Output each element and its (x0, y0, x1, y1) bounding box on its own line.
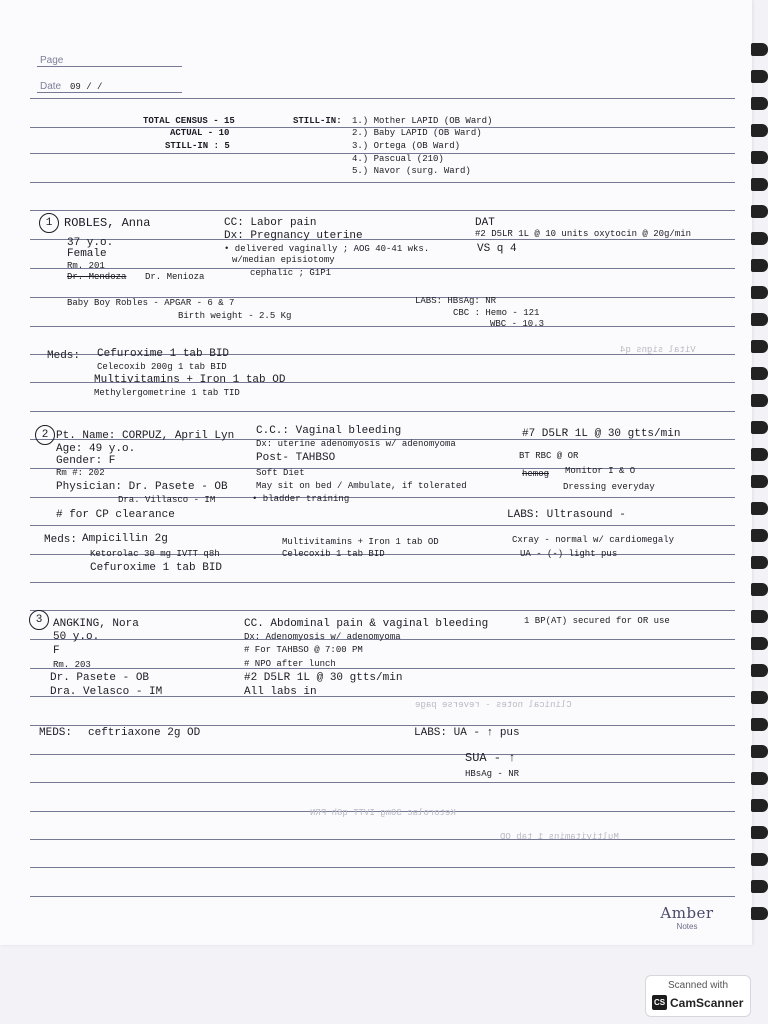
patient-number: 2 (35, 425, 55, 445)
doctor-struck: Dr. Mendoza (67, 272, 127, 282)
diagnosis: Dx: uterine adenomyosis w/ adenomyoma (256, 439, 456, 449)
date-value: 09 / / (70, 82, 103, 92)
patient-number: 3 (29, 610, 49, 630)
ruled-line (30, 182, 735, 183)
watermark-caption: Scanned with (667, 980, 729, 991)
ruled-line (30, 839, 735, 840)
med-item: Ampicillin 2g (82, 533, 168, 545)
binding-ring (751, 907, 768, 920)
ruled-line (30, 268, 735, 269)
ruled-line (30, 896, 735, 897)
meds-label: MEDS: (39, 727, 73, 739)
diagnosis: Dx: Pregnancy uterine (224, 230, 363, 242)
camscanner-logo-icon: CS (652, 995, 667, 1010)
clearance-note: # for CP clearance (56, 509, 175, 521)
binding-ring (751, 637, 768, 650)
bp-note: 1 BP(AT) secured for OR use (524, 616, 670, 626)
ruled-line (30, 867, 735, 868)
diagnosis: Dx: Adenomyosis w/ adenomyoma (244, 632, 401, 642)
physician-2: Dra. Villasco - IM (118, 495, 216, 505)
med-item: Cefuroxime 1 tab BID (97, 348, 230, 360)
med-item: Multivitamins + Iron 1 tab OD (94, 374, 286, 386)
watermark-brand: CamScanner (670, 996, 744, 1010)
binding-ring (751, 259, 768, 272)
total-census: TOTAL CENSUS - 15 (143, 116, 235, 126)
labs-cbc: CBC : Hemo - 121 (453, 308, 540, 318)
cxray-result: Cxray - normal w/ cardiomegaly (512, 535, 675, 545)
chief-complaint: CC: Labor pain (224, 217, 317, 229)
brand-logo (656, 904, 718, 931)
binding-ring (751, 286, 768, 299)
binding-ring (751, 367, 768, 380)
binding-ring (751, 853, 768, 866)
date-label: Date (40, 81, 62, 92)
binding-ring (751, 97, 768, 110)
still-in-item: 5.) Navor (surg. Ward) (352, 166, 471, 176)
ruled-line (30, 668, 735, 669)
brand-subtitle: Notes (676, 922, 698, 931)
labs-ua: LABS: UA - ↑ pus (414, 727, 520, 739)
birth-weight: Birth weight - 2.5 Kg (178, 311, 292, 321)
show-through-text: Vital signs q4 (620, 345, 696, 355)
ruled-line (30, 239, 735, 240)
ruled-line (30, 98, 735, 99)
camscanner-watermark (645, 975, 751, 1017)
ruled-line (30, 610, 735, 611)
vital-signs-order: VS q 4 (477, 243, 517, 255)
dressing: Dressing everyday (563, 482, 655, 492)
binding-ring (751, 772, 768, 785)
diet: Soft Diet (256, 468, 305, 478)
med-item: Ketorolac 30 mg IVTT q8h (90, 549, 220, 559)
binding-ring (751, 313, 768, 326)
labs-in-note: All labs in (244, 686, 317, 698)
labs-hbsag: LABS: HBsAg: NR (415, 296, 497, 306)
binding-ring (751, 232, 768, 245)
ruled-line (30, 754, 735, 755)
surgery-schedule: # For TAHBSO @ 7:00 PM (244, 645, 363, 655)
patient-room: Rm. 201 (67, 261, 105, 271)
iv-order: #2 D5LR 1L @ 30 gtts/min (244, 672, 403, 684)
patient-gender: Gender: F (56, 455, 116, 467)
still-in-item: 2.) Baby LAPID (OB Ward) (352, 128, 482, 138)
iv-order: #7 D5LR 1L @ 30 gtts/min (522, 428, 681, 440)
binding-ring (751, 664, 768, 677)
binding-ring (751, 880, 768, 893)
patient-name: ANGKING, Nora (53, 618, 139, 630)
meds-label: Meds: (47, 350, 81, 362)
binding-ring (751, 340, 768, 353)
patient-number: 1 (39, 213, 59, 233)
monitor-io: Monitor I & O (565, 466, 636, 476)
still-in-label: STILL-IN: (293, 116, 342, 126)
binding-ring (751, 205, 768, 218)
binding-ring (751, 799, 768, 812)
binding-ring (751, 421, 768, 434)
binding-ring (751, 610, 768, 623)
delivery-note: • delivered vaginally ; AOG 40-41 wks. (224, 244, 430, 254)
meds-label: Meds: (44, 534, 78, 546)
presentation-note: cephalic ; G1P1 (250, 268, 332, 278)
show-through-text: Ketorolac 30mg IVTT q8h PRN (310, 808, 456, 818)
binding-ring (751, 718, 768, 731)
ruled-line (30, 411, 735, 412)
iv-order: #2 D5LR 1L @ 10 units oxytocin @ 20g/min (475, 229, 692, 239)
med-item: ceftriaxone 2g OD (88, 727, 201, 739)
census-actual: ACTUAL - 10 (170, 128, 230, 138)
labs-hbsag: HBsAg - NR (465, 769, 520, 779)
doctor-ob: Dr. Pasete - OB (50, 672, 150, 684)
patient-name: Pt. Name: CORPUZ, April Lyn (56, 430, 235, 442)
binding-ring (751, 691, 768, 704)
binding-ring (751, 124, 768, 137)
patient-room: Rm. 203 (53, 660, 91, 670)
ruled-line (30, 582, 735, 583)
still-in-item: 4.) Pascual (210) (352, 154, 444, 164)
ruled-line (30, 725, 735, 726)
patient-age: 37 y.o. (67, 237, 114, 249)
binding-ring (751, 502, 768, 515)
binding-ring (751, 745, 768, 758)
chief-complaint: C.C.: Vaginal bleeding (256, 425, 402, 437)
still-in-item: 3.) Ortega (OB Ward) (352, 141, 461, 151)
patient-room: Rm #: 202 (56, 468, 105, 478)
binding-ring (751, 529, 768, 542)
patient-sex: Female (67, 248, 107, 260)
show-through-text: Clinical notes - reverse page (415, 700, 572, 710)
physician: Physician: Dr. Pasete - OB (56, 481, 228, 493)
binding-ring (751, 556, 768, 569)
page-label: Page (40, 55, 64, 66)
labs-wbc: WBC - 10.3 (490, 319, 545, 329)
binding-ring (751, 826, 768, 839)
binding-ring (751, 70, 768, 83)
diet-order: DAT (475, 217, 495, 229)
brand-name: Amber (660, 904, 714, 922)
still-in-item: 1.) Mother LAPID (OB Ward) (352, 116, 493, 126)
binding-ring (751, 583, 768, 596)
binding-ring (751, 475, 768, 488)
ruled-line (30, 782, 735, 783)
ruled-line (30, 326, 735, 327)
ruled-line (30, 525, 735, 526)
episiotomy-note: w/median episiotomy (232, 255, 335, 265)
doctor-im: Dra. Velasco - IM (50, 686, 163, 698)
med-item: Methylergometrine 1 tab TID (94, 388, 240, 398)
binding-ring (751, 43, 768, 56)
patient-age: 50 y.o. (53, 631, 100, 643)
med-item: Celecoxib 200g 1 tab BID (97, 362, 227, 372)
baby-apgar: Baby Boy Robles - APGAR - 6 & 7 (67, 298, 235, 308)
med-item: Multivitamins + Iron 1 tab OD (282, 537, 439, 547)
ua-result: UA - (-) light pus (520, 549, 618, 559)
binding-ring (751, 394, 768, 407)
med-item: Celecoxib 1 tab BID (282, 549, 385, 559)
show-through-text: Multivitamins 1 tab OD (500, 832, 619, 842)
patient-sex: F (53, 645, 60, 657)
binding-ring (751, 448, 768, 461)
patient-name: ROBLES, Anna (64, 216, 151, 230)
post-op: Post- TAHBSO (256, 452, 336, 464)
census-still-in: STILL-IN : 5 (165, 141, 230, 151)
blood-transfusion: BT RBC @ OR (519, 451, 579, 461)
binding-ring (751, 178, 768, 191)
labs-sua: SUA - ↑ (465, 751, 516, 765)
activity-order: May sit on bed / Ambulate, if tolerated (256, 481, 467, 491)
patient-age: Age: 49 y.o. (56, 443, 136, 455)
binding-ring (751, 151, 768, 164)
doctor: Dr. Menioza (145, 272, 205, 282)
bladder-training: • bladder training (252, 494, 350, 504)
npo-order: # NPO after lunch (244, 659, 336, 669)
med-item: Cefuroxime 1 tab BID (90, 562, 223, 574)
hemog-struck: hemog (522, 469, 550, 479)
chief-complaint: CC. Abdominal pain & vaginal bleeding (244, 618, 489, 630)
ruled-line (30, 210, 735, 211)
labs-ultrasound: LABS: Ultrasound - (507, 509, 626, 521)
